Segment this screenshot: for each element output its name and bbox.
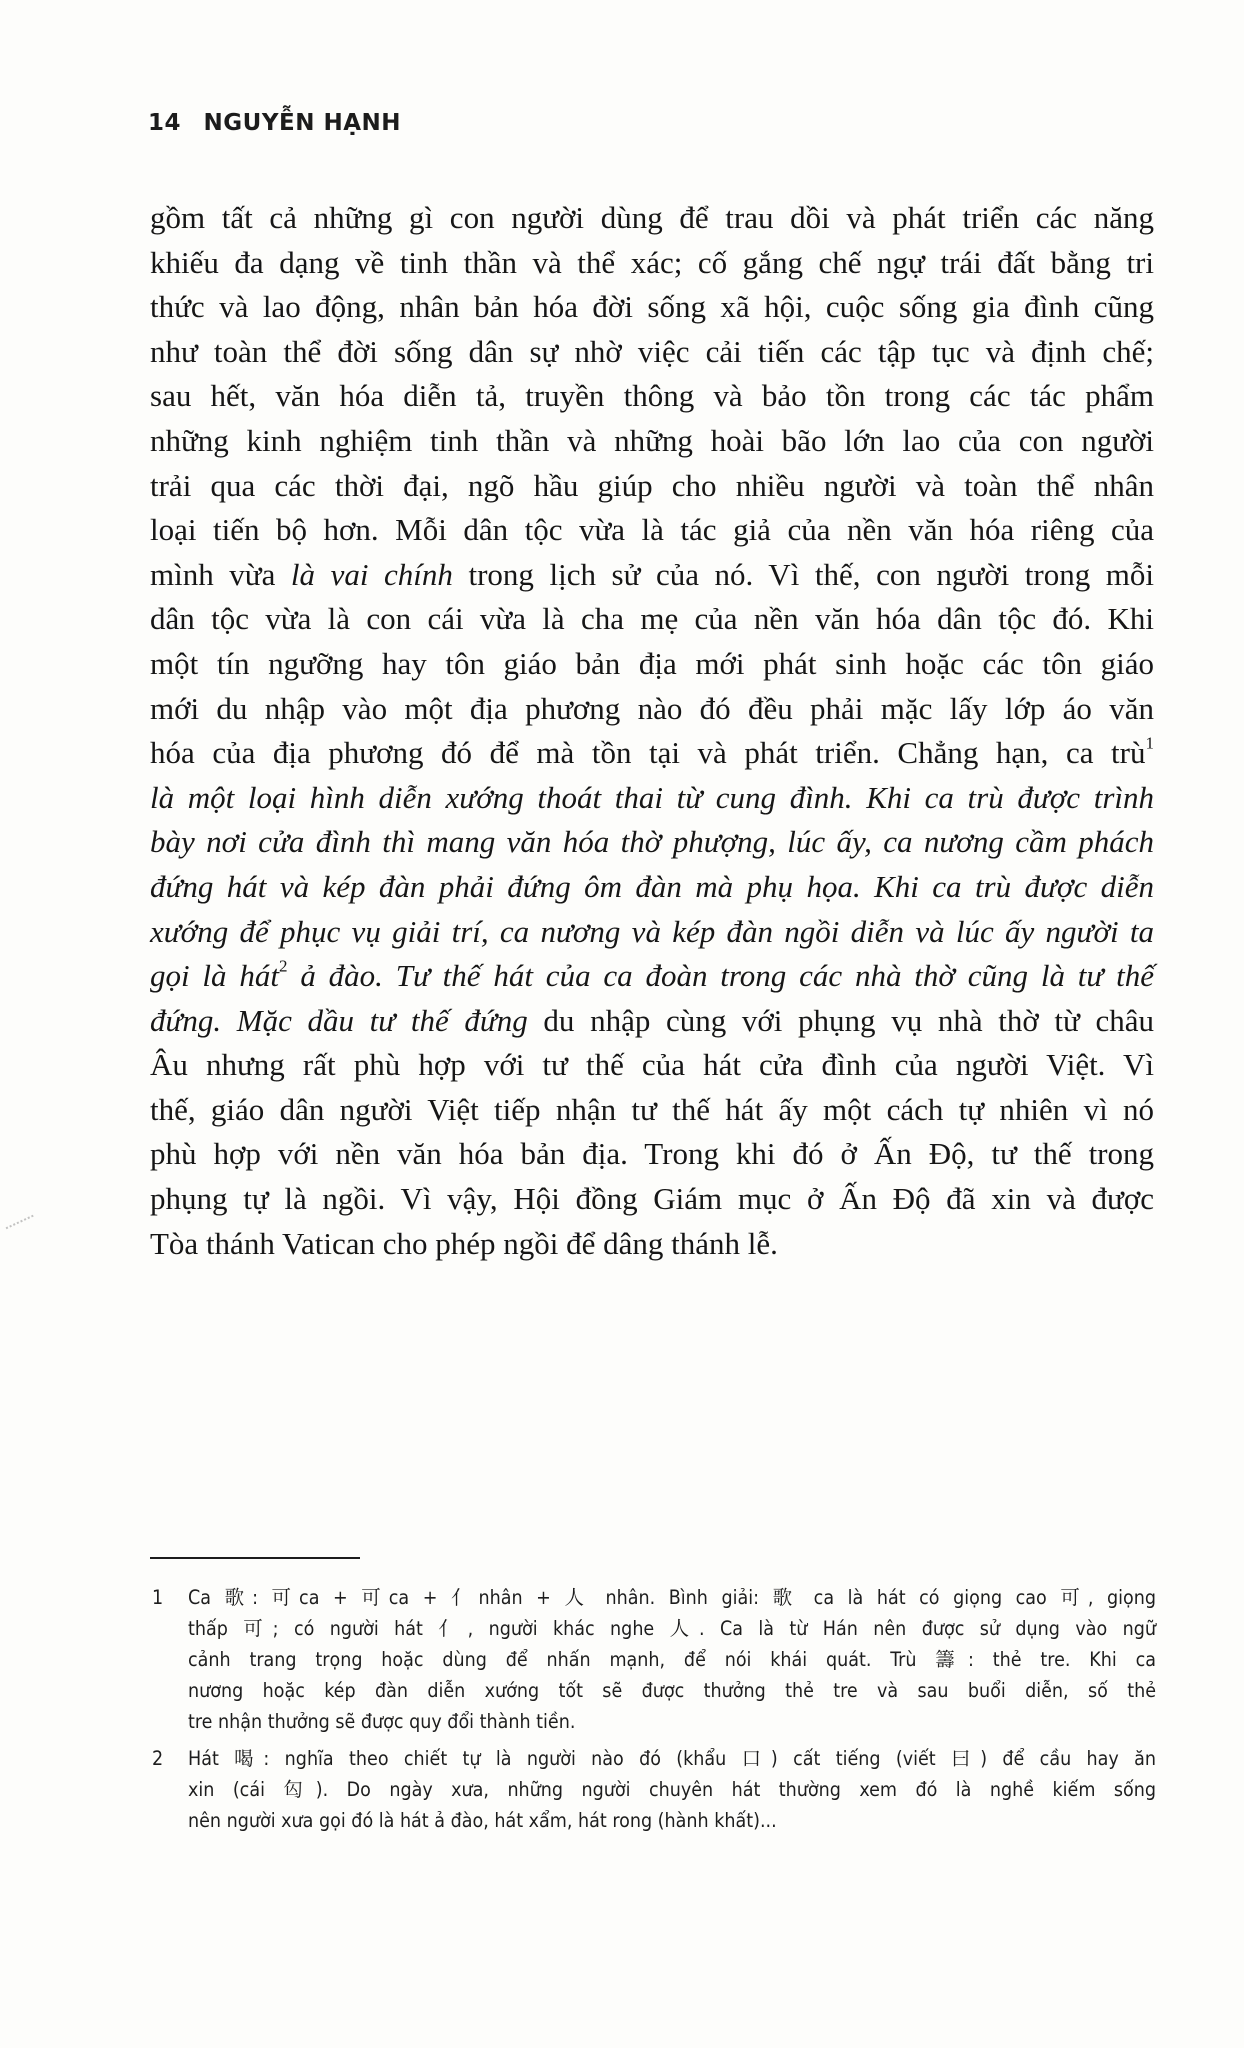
text-line bbox=[150, 241, 1154, 286]
text-line bbox=[150, 464, 1154, 509]
text-line bbox=[150, 776, 1154, 821]
text-line bbox=[150, 508, 1154, 553]
text-run: phụng tự là ngồi. Vì vậy, Hội đồng Giám mục ở Ấn Độ đã xin và được bbox=[150, 1181, 1154, 1217]
text-run: phù hợp với nền văn hóa bản địa. Trong khi đó ở Ấn Độ, tư thế trong bbox=[150, 1136, 1154, 1172]
footnote-line: cảnh trang trọng hoặc dùng để nhấn mạnh, để nói khái quát. Trù 籌: thẻ tre. Khi ca bbox=[188, 1648, 1156, 1671]
text-line bbox=[150, 865, 1154, 910]
text-line bbox=[150, 597, 1154, 642]
text-line bbox=[150, 1177, 1154, 1222]
text-run: khiếu đa dạng về tinh thần và thể xác; cố gắng chế ngự trái đất bằng tri bbox=[150, 244, 1154, 280]
text-run: mình vừa bbox=[150, 556, 291, 592]
footnote-ref: 1 bbox=[1145, 733, 1154, 753]
text-line bbox=[150, 954, 1154, 999]
italic-text: gọi là hát bbox=[150, 958, 279, 994]
scan-smudge bbox=[0, 1195, 34, 1229]
text-run: như toàn thể đời sống dân sự nhờ việc cải tiến các tập tục và định chế; bbox=[150, 333, 1154, 369]
italic-text: đứng hát và kép đàn phải đứng ôm đàn mà phụ họa. Khi ca trù được diễn bbox=[150, 868, 1154, 904]
text-run: dân tộc vừa là con cái vừa là cha mẹ của nền văn hóa dân tộc đó. Khi bbox=[150, 601, 1154, 637]
text-line bbox=[150, 330, 1154, 375]
text-line bbox=[150, 687, 1154, 732]
text-line bbox=[150, 642, 1154, 687]
footnote-line: Ca 歌: 可ca + 可ca + 亻nhân + 人 nhân. Bình giải: 歌 ca là hát có giọng cao 可, giọng bbox=[188, 1586, 1156, 1609]
text-line bbox=[150, 1132, 1154, 1177]
text-run: một tín ngưỡng hay tôn giáo bản địa mới phát sinh hoặc các tôn giáo bbox=[150, 645, 1154, 681]
text-run: sau hết, văn hóa diễn tả, truyền thông và bảo tồn trong các tác phẩm bbox=[150, 378, 1154, 414]
text-line bbox=[150, 731, 1154, 776]
footnote-line: tre nhận thưởng sẽ được quy đổi thành tiền. bbox=[188, 1710, 576, 1733]
text-line bbox=[150, 999, 1154, 1044]
text-line bbox=[150, 419, 1154, 464]
text-line bbox=[150, 285, 1154, 330]
footnote-ref: 2 bbox=[278, 956, 288, 976]
text-line bbox=[150, 374, 1154, 419]
italic-text: đứng. Mặc dầu tư thế đứng bbox=[150, 1002, 528, 1038]
text-line bbox=[150, 196, 1154, 241]
footnote-separator bbox=[150, 1557, 360, 1559]
text-run: những kinh nghiệm tinh thần và những hoài bão lớn lao của con người bbox=[150, 422, 1154, 458]
footnote-line: thấp 可; có người hát 亻, người khác nghe 人. Ca là từ Hán nên được sử dụng vào ngữ bbox=[188, 1617, 1156, 1640]
footnote-line: nên người xưa gọi đó là hát ả đào, hát xẩm, hát rong (hành khất)... bbox=[188, 1809, 777, 1832]
page-number: 14 bbox=[148, 110, 182, 136]
text-run: mới du nhập vào một địa phương nào đó đều phải mặc lấy lớp áo văn bbox=[150, 690, 1154, 726]
text-run: du nhập cùng với phụng vụ nhà thờ từ châu bbox=[527, 1002, 1154, 1038]
text-run: trong lịch sử của nó. Vì thế, con người trong mỗi bbox=[452, 556, 1154, 592]
author-name: NGUYỄN HẠNH bbox=[203, 110, 402, 136]
italic-text: bày nơi cửa đình thì mang văn hóa thờ phượng, lúc ấy, ca nương cầm phách bbox=[150, 824, 1154, 860]
text-run: Âu nhưng rất phù hợp với tư thế của hát cửa đình của người Việt. Vì bbox=[150, 1047, 1154, 1083]
italic-text: ả đào. Tư thế hát của ca đoàn trong các nhà thờ cũng là tư thế bbox=[287, 958, 1154, 994]
footnote-number: 1 bbox=[152, 1586, 164, 1609]
text-line bbox=[150, 1222, 1154, 1267]
italic-text: là vai chính bbox=[290, 556, 453, 592]
footnote-number: 2 bbox=[152, 1747, 164, 1770]
text-run: gồm tất cả những gì con người dùng để trau dồi và phát triển các năng bbox=[150, 200, 1154, 235]
text-run: Tòa thánh Vatican cho phép ngồi để dâng thánh lễ. bbox=[150, 1225, 778, 1261]
running-head bbox=[148, 110, 401, 136]
footnote-line: xin (cái 匃). Do ngày xưa, những người chuyên hát thường xem đó là nghề kiếm sống bbox=[188, 1778, 1156, 1801]
text-line bbox=[150, 553, 1154, 598]
text-line bbox=[150, 910, 1154, 955]
text-run: thế, giáo dân người Việt tiếp nhận tư thế hát ấy một cách tự nhiên vì nó bbox=[150, 1091, 1154, 1127]
footnote-2 bbox=[150, 1743, 1156, 1836]
footnote-line: nương hoặc kép đàn diễn xướng tốt sẽ được thưởng thẻ tre và sau buổi diễn, số thẻ bbox=[188, 1679, 1156, 1702]
text-line bbox=[150, 820, 1154, 865]
text-run: trải qua các thời đại, ngõ hầu giúp cho nhiều người và toàn thể nhân bbox=[150, 467, 1154, 503]
text-run: thức và lao động, nhân bản hóa đời sống xã hội, cuộc sống gia đình cũng bbox=[150, 289, 1154, 325]
italic-text: xướng để phục vụ giải trí, ca nương và kép đàn ngồi diễn và lúc ấy người ta bbox=[150, 913, 1154, 949]
body-paragraph bbox=[150, 196, 1154, 1266]
footnotes bbox=[150, 1582, 1156, 1842]
text-line bbox=[150, 1088, 1154, 1133]
italic-text: là một loại hình diễn xướng thoát thai từ cung đình. Khi ca trù được trình bbox=[150, 779, 1154, 815]
text-run: hóa của địa phương đó để mà tồn tại và phát triển. Chẳng hạn, ca trù bbox=[150, 735, 1146, 771]
text-line bbox=[150, 1043, 1154, 1088]
text-run: loại tiến bộ hơn. Mỗi dân tộc vừa là tác giả của nền văn hóa riêng của bbox=[150, 512, 1154, 548]
footnote-line: Hát 喝: nghĩa theo chiết tự là người nào đó (khẩu 口) cất tiếng (viết 曰) để cầu hay ăn bbox=[188, 1747, 1156, 1770]
footnote-1 bbox=[150, 1582, 1156, 1737]
